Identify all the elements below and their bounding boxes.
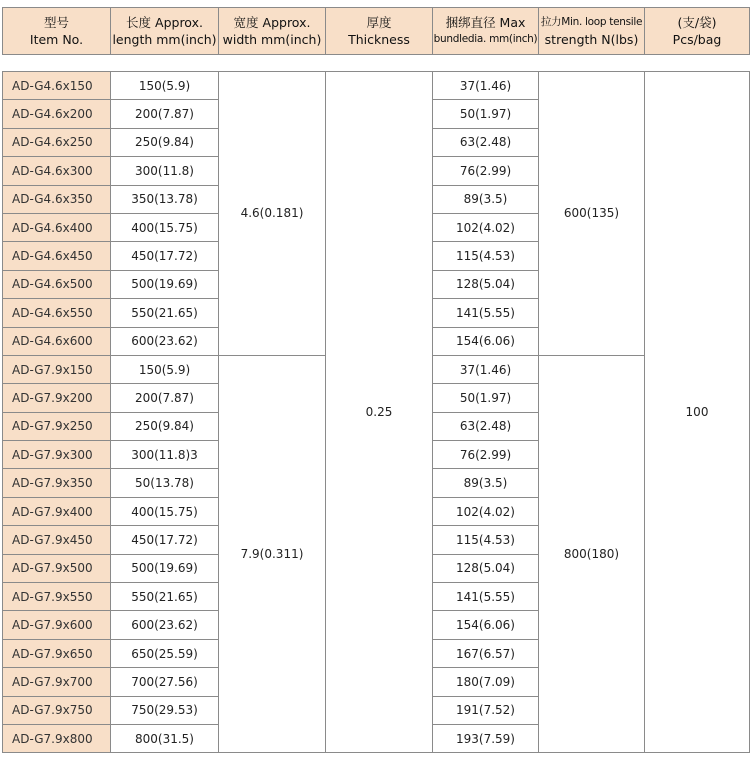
- table-row: [3, 72, 750, 100]
- bundle-cell: 115(4.53): [433, 526, 539, 554]
- length-cell: 550(21.65): [111, 583, 219, 611]
- thickness-cell: 0.25: [326, 72, 433, 753]
- length-cell: 400(15.75): [111, 213, 219, 241]
- item-no-cell: AD-G4.6x150: [3, 72, 111, 100]
- width-cell: 7.9(0.311): [219, 355, 326, 752]
- length-cell: 200(7.87): [111, 384, 219, 412]
- item-no-cell: AD-G7.9x400: [3, 497, 111, 525]
- bundle-cell: 141(5.55): [433, 299, 539, 327]
- bundle-cell: 37(1.46): [433, 72, 539, 100]
- length-cell: 750(29.53): [111, 696, 219, 724]
- bundle-cell: 89(3.5): [433, 469, 539, 497]
- length-cell: 500(19.69): [111, 270, 219, 298]
- bundle-cell: 141(5.55): [433, 583, 539, 611]
- item-no-cell: AD-G4.6x500: [3, 270, 111, 298]
- item-no-cell: AD-G7.9x650: [3, 639, 111, 667]
- length-cell: 350(13.78): [111, 185, 219, 213]
- item-no-cell: AD-G4.6x300: [3, 157, 111, 185]
- bundle-cell: 154(6.06): [433, 611, 539, 639]
- header-item-cn: 型号: [43, 15, 69, 30]
- header-item-en: Item No.: [29, 32, 84, 47]
- bundle-cell: 50(1.97): [433, 100, 539, 128]
- pcs-cell: 100: [645, 72, 750, 753]
- length-cell: 650(25.59): [111, 639, 219, 667]
- item-no-cell: AD-G7.9x250: [3, 412, 111, 440]
- length-cell: 450(17.72): [111, 242, 219, 270]
- item-no-cell: AD-G4.6x450: [3, 242, 111, 270]
- header-strength-en: strength N(lbs): [544, 32, 639, 47]
- bundle-cell: 76(2.99): [433, 441, 539, 469]
- item-no-cell: AD-G4.6x400: [3, 213, 111, 241]
- bundle-cell: 50(1.97): [433, 384, 539, 412]
- header-bundle-en: bundledia. mm(inch): [433, 33, 538, 45]
- header-bundle: [433, 8, 539, 55]
- item-no-cell: AD-G4.6x550: [3, 299, 111, 327]
- length-cell: 600(23.62): [111, 327, 219, 355]
- spec-table-header: [2, 7, 750, 55]
- bundle-cell: 154(6.06): [433, 327, 539, 355]
- bundle-cell: 37(1.46): [433, 355, 539, 383]
- bundle-cell: 115(4.53): [433, 242, 539, 270]
- length-cell: 250(9.84): [111, 128, 219, 156]
- item-no-cell: AD-G4.6x600: [3, 327, 111, 355]
- item-no-cell: AD-G7.9x700: [3, 668, 111, 696]
- item-no-cell: AD-G7.9x350: [3, 469, 111, 497]
- item-no-cell: AD-G7.9x750: [3, 696, 111, 724]
- length-cell: 300(11.8): [111, 157, 219, 185]
- bundle-cell: 191(7.52): [433, 696, 539, 724]
- header-thickness-cn: 厚度: [366, 15, 392, 30]
- width-cell: 4.6(0.181): [219, 72, 326, 356]
- bundle-cell: 128(5.04): [433, 270, 539, 298]
- length-cell: 250(9.84): [111, 412, 219, 440]
- item-no-cell: AD-G7.9x500: [3, 554, 111, 582]
- header-width: [219, 8, 326, 55]
- header-length-en: length mm(inch): [112, 32, 217, 47]
- header-thickness: [326, 8, 433, 55]
- bundle-cell: 76(2.99): [433, 157, 539, 185]
- bundle-cell: 167(6.57): [433, 639, 539, 667]
- length-cell: 600(23.62): [111, 611, 219, 639]
- length-cell: 550(21.65): [111, 299, 219, 327]
- length-cell: 450(17.72): [111, 526, 219, 554]
- item-no-cell: AD-G7.9x450: [3, 526, 111, 554]
- item-no-cell: AD-G7.9x550: [3, 583, 111, 611]
- spec-rows: [3, 72, 750, 753]
- item-no-cell: AD-G7.9x600: [3, 611, 111, 639]
- length-cell: 400(15.75): [111, 497, 219, 525]
- header-item: [3, 8, 111, 55]
- length-cell: 500(19.69): [111, 554, 219, 582]
- header-pcs-en: Pcs/bag: [672, 32, 722, 47]
- bundle-cell: 193(7.59): [433, 724, 539, 752]
- bundle-cell: 102(4.02): [433, 213, 539, 241]
- header-width-en: width mm(inch): [222, 32, 322, 47]
- item-no-cell: AD-G4.6x250: [3, 128, 111, 156]
- item-no-cell: AD-G7.9x800: [3, 724, 111, 752]
- item-no-cell: AD-G7.9x150: [3, 355, 111, 383]
- bundle-cell: 102(4.02): [433, 497, 539, 525]
- header-width-cn: 宽度 Approx.: [233, 15, 311, 30]
- length-cell: 800(31.5): [111, 724, 219, 752]
- header-strength-cn: 拉力Min. loop tensile: [540, 16, 643, 28]
- bundle-cell: 89(3.5): [433, 185, 539, 213]
- length-cell: 150(5.9): [111, 72, 219, 100]
- item-no-cell: AD-G7.9x300: [3, 441, 111, 469]
- header-length: [111, 8, 219, 55]
- header-bundle-cn: 捆绑直径 Max: [445, 15, 526, 30]
- header-pcs-cn: (支/袋): [677, 15, 717, 30]
- bundle-cell: 63(2.48): [433, 412, 539, 440]
- length-cell: 200(7.87): [111, 100, 219, 128]
- bundle-cell: 180(7.09): [433, 668, 539, 696]
- header-length-cn: 长度 Approx.: [126, 15, 203, 30]
- item-no-cell: AD-G4.6x350: [3, 185, 111, 213]
- item-no-cell: AD-G7.9x200: [3, 384, 111, 412]
- strength-cell: 600(135): [539, 72, 645, 356]
- header-strength: [539, 8, 645, 55]
- header-thickness-en: Thickness: [348, 32, 410, 47]
- bundle-cell: 128(5.04): [433, 554, 539, 582]
- header-pcs: [645, 8, 750, 55]
- length-cell: 300(11.8)3: [111, 441, 219, 469]
- bundle-cell: 63(2.48): [433, 128, 539, 156]
- item-no-cell: AD-G4.6x200: [3, 100, 111, 128]
- header-row: [3, 8, 750, 55]
- length-cell: 150(5.9): [111, 355, 219, 383]
- length-cell: 50(13.78): [111, 469, 219, 497]
- spec-table-body: [2, 71, 750, 753]
- strength-cell: 800(180): [539, 355, 645, 752]
- length-cell: 700(27.56): [111, 668, 219, 696]
